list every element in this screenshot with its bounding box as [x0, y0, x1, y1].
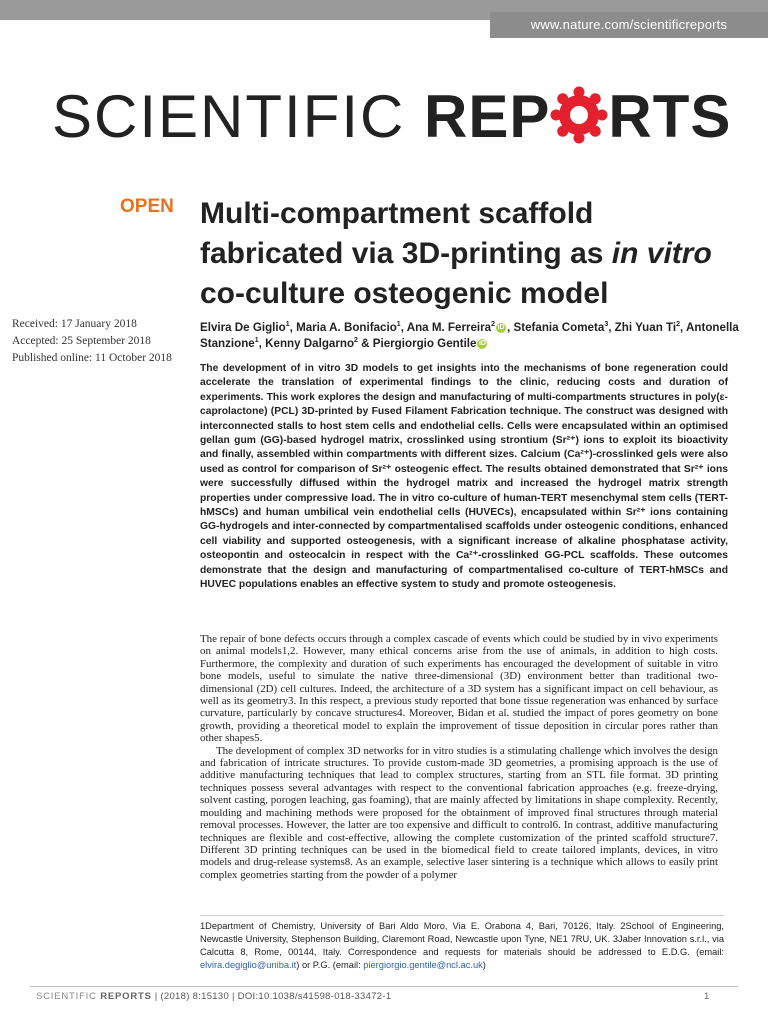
masthead-rep: REP	[424, 83, 551, 150]
abstract: The development of in vitro 3D models to get insights into the mechanisms of bone regeneration could accelerate the translation of experimental findings to the clinic, reducing costs and duration of experiments. This work explores the design and manufacturing of multi-compartments structures in poly(ε-caprolactone) (PCL) 3D-printed by Fused Filament Fabrication technique. The construct was designed with interconnected stalls to host stem cells and endothelial cells. Cells were encapsulated within an optimised gellan gum (GG)-based hydrogel matrix, crosslinked using strontium (Sr²⁺) ions to exploit its bioactivity and finally, assembled within compartments with different sizes. Calcium (Ca²⁺)-crosslinked gels were also used as control for comparison of Sr²⁺ osteogenic effect. The results obtained demonstrated that Sr²⁺ ions were successfully diffused within the hydrogel matrix and increased the hydrogel matrix strength properties under compressive load. The in vitro co-culture of human-TERT mesenchymal stem cells (TERT- hMSCs) and human umbilical vein endothelial cells (HUVECs), encapsulated within Sr²⁺ ions containing GG-hydrogels and inter-connected by compartmentalised scaffolds under osteogenic conditions, enhanced cell viability and supported osteogenesis, with a significant increase of alkaline phosphatase activity, osteopontin and osteocalcin in respect with the Ca²⁺-crosslinked GG-PCL scaffolds. These outcomes demonstrate that the design and manufacturing of compartmentalised co-culture of TERT-hMSCs and HUVEC populations enables an effective system to study and promote osteogenesis.	[200, 363, 728, 591]
open-access-label: OPEN	[120, 196, 174, 217]
affiliation-text: 1Department of Chemistry, University of Bari Aldo Moro, Via E. Orabona 4, Bari, 70126, Italy. 2School of Engineering, Newcastle University, Stephenson Building, Claremont Road, Newcastle upon Tyne, NE1 7RU, UK. 3Jaber Innovation s.r.l., via Calcutta 8, Rome, 00144, Italy. Correspondence and requests for materials should be addressed to E.D.G. (email:	[200, 921, 724, 957]
author-affiliation-number: 3	[604, 321, 609, 329]
author-affiliation-number: 2	[354, 337, 358, 345]
orcid-icon[interactable]: iD	[478, 339, 486, 347]
author-separator: ,	[507, 321, 514, 334]
author-name[interactable]: Zhi Yuan Ti	[614, 321, 677, 334]
author-affiliation-number: 2	[491, 321, 496, 329]
author-affiliation-number: 1	[285, 321, 290, 329]
masthead-scientific: SCIENTIFIC	[52, 83, 425, 150]
article-title	[200, 194, 740, 314]
author-separator: ,	[400, 321, 407, 334]
affiliation-end: )	[482, 960, 486, 970]
title-part-2: co-culture osteogenic model	[200, 277, 609, 310]
footer-citation	[36, 991, 391, 1002]
footer-brand	[36, 991, 152, 1002]
body-paragraph-1: The repair of bone defects occurs through a complex cascade of events which could be studied by in vivo experiments on animal models1,2. However, many ethical concerns arise from the use of animals, in addition to high costs. Furthermore, the complexity and duration of such experiments has encouraged the development of suitable in vitro bone models, useful to simulate the native three-dimensional (3D) environment better than traditional two-dimensional (2D) cell cultures. Indeed, the architecture of a 3D system has a significant impact on cell behaviour, as well as its geometry3. In this respect, a previous study reported that bone tissue regeneration was enhanced by surface curvature, particularly by concave structures4. Moreover, Bidan et al. studied the impact of pores geometry on bone growth, providing a theoretical model to explain the improvement of tissue deposition in circular pores rather than other shapes5.	[200, 633, 718, 745]
author-name[interactable]: Stefania Cometa	[513, 321, 605, 334]
author-affiliation-number: 2	[676, 321, 680, 329]
author-list	[200, 320, 740, 352]
page-number: 1	[704, 991, 710, 1002]
author-separator: ,	[258, 337, 266, 350]
body-paragraph-2: The development of complex 3D networks for in vitro studies is a stimulating challenge which involves the design and fabrication of intricate structures. To provide custom-made 3D geometries, a promising approach is the use of additive manufacturing techniques that lead to complex structures, starting from an STL file format. 3D printing techniques possess several advantages with respect to the conventional fabrication approaches (e.g. freeze-drying, solvent casting, porogen leaching, gas foaming), that are mainly affected by limitations in shape complexity. Recently, moulding and machining methods were proposed for the obtainment of improved final structures through material removal processes. However, the latter are too expensive and difficult to control6. In contrast, additive manufacturing techniques are flexible and cost-effective, allowing the complete customization of the printed scaffold structure7. Different 3D printing techniques can be used in the biomedical field to create tailored implants, devices, in vitro models and drug-release systems8. As an example, selective laser sintering is a technique which allows to easily print complex geometries starting from the powder of a polymer	[200, 744, 718, 881]
article-body	[200, 633, 718, 881]
title-part-1: Multi-compartment scaffold fabricated via 3D-printing as	[200, 197, 612, 270]
footer-divider	[30, 986, 738, 987]
author-name[interactable]: Elvira De Giglio	[200, 321, 286, 334]
author-separator: ,	[289, 321, 297, 334]
author-name[interactable]: Maria A. Bonifacio	[296, 321, 397, 334]
footer-doi[interactable]: | (2018) 8:15130 | DOI:10.1038/s41598-018-33472-1	[151, 991, 392, 1002]
author-affiliation-number: 1	[254, 337, 259, 345]
author-separator: &	[357, 337, 373, 350]
author-separator: ,	[608, 321, 615, 334]
received-date: Received: 17 January 2018	[12, 318, 137, 330]
masthead-rts: RTS	[608, 83, 732, 150]
email-link-degiglio[interactable]: elvira.degiglio@uniba.it	[200, 960, 297, 970]
author-name[interactable]: Ana M. Ferreira	[406, 321, 492, 334]
orcid-icon[interactable]: iD	[497, 323, 505, 331]
journal-url[interactable]: www.nature.com/scientificreports	[490, 12, 768, 38]
author-name[interactable]: Piergiorgio Gentile	[372, 337, 477, 350]
affiliation-mid: ) or P.G. (email:	[296, 960, 364, 970]
article-dates	[12, 316, 192, 367]
journal-masthead	[52, 82, 731, 152]
email-link-gentile[interactable]: piergiorgio.gentile@ncl.ac.uk	[363, 960, 483, 970]
title-italic: in vitro	[611, 237, 712, 270]
footer-brand-bold: REPORTS	[100, 991, 152, 1002]
author-affiliation-number: 1	[396, 321, 401, 329]
footer-brand-thin: SCIENTIFIC	[36, 991, 101, 1002]
gear-logo-icon	[550, 86, 608, 159]
author-name[interactable]: Kenny Dalgarno	[265, 337, 355, 350]
published-date: Published online: 11 October 2018	[12, 352, 172, 364]
affiliations	[200, 915, 724, 972]
author-name[interactable]: Antonella Stanzione	[200, 321, 739, 350]
author-separator: ,	[680, 321, 687, 334]
accepted-date: Accepted: 25 September 2018	[12, 335, 151, 347]
